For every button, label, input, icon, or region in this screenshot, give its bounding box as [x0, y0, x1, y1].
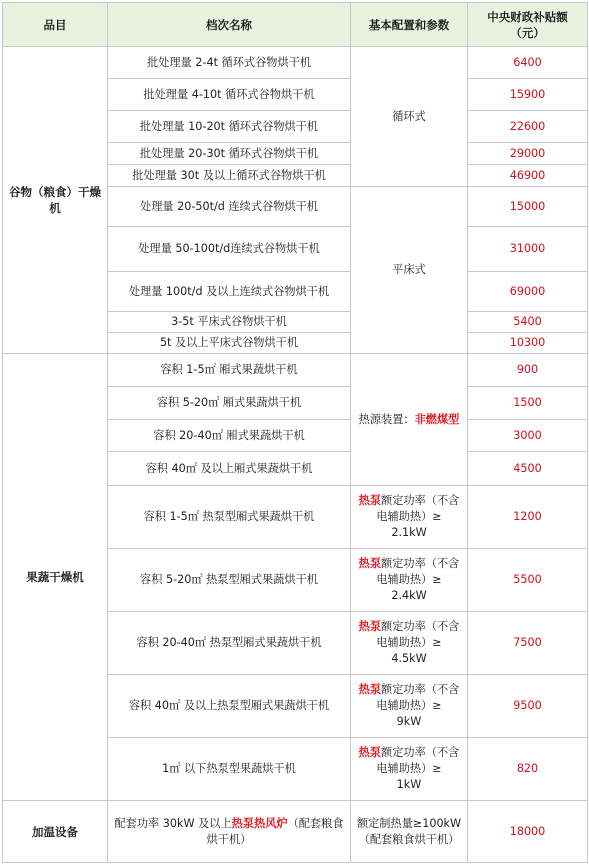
grade-name: 容积 5-20㎡ 厢式果蔬烘干机 [108, 387, 351, 420]
config-heatpump [351, 738, 468, 801]
grade-name: 容积 5-20㎡ 热泵型厢式果蔬烘干机 [108, 549, 351, 612]
config-cyclic: 循环式 [351, 47, 468, 187]
config-heatpump [351, 612, 468, 675]
table-row [3, 801, 588, 863]
subsidy-amount: 1500 [468, 387, 588, 420]
subsidy-amount: 18000 [468, 801, 588, 863]
category-heating-equipment: 加温设备 [3, 801, 108, 863]
subsidy-amount: 1200 [468, 486, 588, 549]
grade-name: 批处理量 20-30t 循环式谷物烘干机 [108, 143, 351, 165]
grade-name: 容积 1-5㎡ 热泵型厢式果蔬烘干机 [108, 486, 351, 549]
subsidy-amount: 6400 [468, 47, 588, 79]
heatpump-spec: 额定功率（不含电辅助热）≥ [376, 683, 460, 712]
heatpump-value: 2.1kW [391, 526, 427, 539]
subsidy-amount: 5400 [468, 312, 588, 333]
heat-source-highlight: 非燃煤型 [414, 412, 460, 426]
grade-name: 批处理量 10-20t 循环式谷物烘干机 [108, 111, 351, 143]
subsidy-amount: 15000 [468, 187, 588, 227]
category-fruit-dryer: 果蔬干燥机 [3, 354, 108, 801]
subsidy-amount: 46900 [468, 165, 588, 187]
grade-name: 容积 40㎡ 及以上热泵型厢式果蔬烘干机 [108, 675, 351, 738]
header-grade: 档次名称 [108, 3, 351, 47]
grade-name: 1㎡ 以下热泵型果蔬烘干机 [108, 738, 351, 801]
grade-name: 5t 及以上平床式谷物烘干机 [108, 333, 351, 354]
grade-name: 处理量 100t/d 及以上连续式谷物烘干机 [108, 272, 351, 312]
grade-name: 容积 20-40㎡ 热泵型厢式果蔬烘干机 [108, 612, 351, 675]
config-flatbed: 平床式 [351, 187, 468, 354]
subsidy-amount: 69000 [468, 272, 588, 312]
subsidy-amount: 9500 [468, 675, 588, 738]
heating-name-suffix: （配套粮食烘干机） [206, 816, 344, 846]
header-category: 品目 [3, 3, 108, 47]
heating-name-prefix: 配套功率 30kW 及以上 [114, 816, 232, 830]
subsidy-amount: 15900 [468, 79, 588, 111]
heatpump-highlight: 热泵 [358, 746, 382, 759]
heatpump-value: 4.5kW [391, 652, 427, 665]
header-subsidy [468, 3, 588, 47]
heating-name-highlight: 热泵热风炉 [231, 816, 288, 830]
subsidy-amount: 820 [468, 738, 588, 801]
table-row [3, 354, 588, 387]
config-heating: 额定制热量≥100kW（配套粮食烘干机） [351, 801, 468, 863]
heatpump-spec: 额定功率（不含电辅助热）≥ [376, 746, 460, 775]
heatpump-spec: 额定功率（不含电辅助热）≥ [376, 620, 460, 649]
heatpump-highlight: 热泵 [358, 683, 382, 696]
grade-name: 3-5t 平床式谷物烘干机 [108, 312, 351, 333]
grade-name [108, 801, 351, 863]
config-heatpump [351, 549, 468, 612]
grade-name: 批处理量 4-10t 循环式谷物烘干机 [108, 79, 351, 111]
grade-name: 容积 20-40㎡ 厢式果蔬烘干机 [108, 420, 351, 452]
heatpump-value: 2.4kW [391, 589, 427, 602]
grade-name: 处理量 20-50t/d 连续式谷物烘干机 [108, 187, 351, 227]
category-grain-dryer: 谷物（粮食）干燥机 [3, 47, 108, 354]
config-heatpump [351, 486, 468, 549]
heatpump-value: 1kW [396, 778, 422, 791]
header-row [3, 3, 588, 47]
grade-name: 容积 40㎡ 及以上厢式果蔬烘干机 [108, 452, 351, 486]
heatpump-spec: 额定功率（不含电辅助热）≥ [376, 494, 460, 523]
heatpump-value: 9kW [396, 715, 422, 728]
subsidy-amount: 22600 [468, 111, 588, 143]
heat-source-label: 热源装置： [358, 412, 415, 426]
subsidy-amount: 29000 [468, 143, 588, 165]
header-subsidy-line1: 中央财政补贴额 [487, 9, 568, 24]
subsidy-amount: 900 [468, 354, 588, 387]
subsidy-table [2, 2, 588, 863]
table-row [3, 47, 588, 79]
subsidy-amount: 4500 [468, 452, 588, 486]
header-config: 基本配置和参数 [351, 3, 468, 47]
grade-name: 处理量 50-100t/d连续式谷物烘干机 [108, 227, 351, 272]
subsidy-amount: 5500 [468, 549, 588, 612]
config-heatpump [351, 675, 468, 738]
heatpump-spec: 额定功率（不含电辅助热）≥ [376, 557, 460, 586]
config-heat-source [351, 354, 468, 486]
header-subsidy-line2: （元） [510, 25, 545, 40]
subsidy-amount: 3000 [468, 420, 588, 452]
grade-name: 批处理量 2-4t 循环式谷物烘干机 [108, 47, 351, 79]
subsidy-amount: 10300 [468, 333, 588, 354]
subsidy-amount: 31000 [468, 227, 588, 272]
heatpump-highlight: 热泵 [358, 620, 382, 633]
grade-name: 批处理量 30t 及以上循环式谷物烘干机 [108, 165, 351, 187]
heatpump-highlight: 热泵 [358, 557, 382, 570]
grade-name: 容积 1-5㎡ 厢式果蔬烘干机 [108, 354, 351, 387]
heatpump-highlight: 热泵 [358, 494, 382, 507]
subsidy-amount: 7500 [468, 612, 588, 675]
